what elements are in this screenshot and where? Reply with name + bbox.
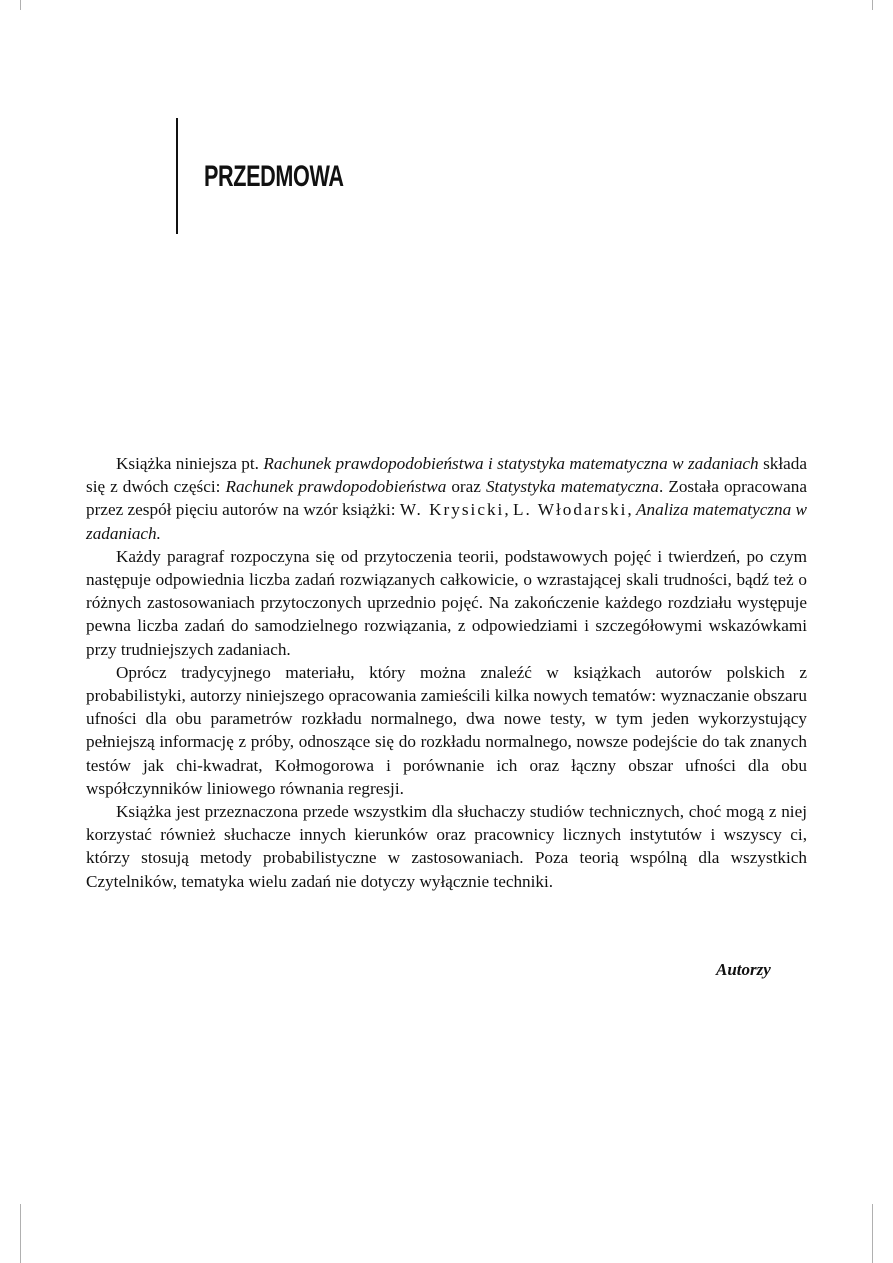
page-title: PRZEDMOWA [204, 160, 344, 193]
part-title-italic: Rachunek prawdopodobieństwa [225, 477, 447, 497]
text-segment: Książka niniejsza pt. [116, 454, 264, 473]
text-segment: , [504, 500, 513, 520]
paragraph-1 [86, 452, 807, 545]
text-segment: Oprócz tradycyjnego materiału, który można znaleźć w książkach autorów polskich z probabilistyki, autorzy niniejszego opracowania zamieścili kilka nowych tematów: wyznaczanie obszaru ufności dla obu parametrów rozkładu normalnego, dwa nowe testy, w tym jeden wykorzystujący pełniejszą informację z próby, odnoszące się do rozkładu normalnego, nowsze podejście do tak znanych testów jak chi-kwadrat, Kołmogorowa i porównanie ich oraz łączny obszar ufności dla obu współczynników liniowego równania regresji. [86, 662, 807, 798]
text-segment: składa się z dwóch części: [86, 454, 807, 497]
crop-mark-bottom-right [872, 1204, 873, 1263]
author-name: W. Krysicki [399, 500, 505, 520]
text-segment: Każdy paragraf rozpoczyna się od przytoczenia teorii, podstawowych pojęć i twierdzeń, po czym następuje odpowiednia liczba zadań rozwiązanych całkowicie, o wzrastającej skali trudności, bądź też o różnych zastosowaniach przytoczonych uprzednio pojęć. Na zakończenie każdego rozdziału występuje pewna liczba zadań do samodzielnego rozwiązania, z odpowiedziami i szczegółowymi wskazówkami przy trudniejszych zadaniach. [86, 546, 807, 659]
part-title-italic: Statystyka matematyczna [485, 477, 659, 497]
text-segment: Książka jest przeznaczona przede wszystkim dla słuchaczy studiów technicznych, choć mogą z niej korzystać również słuchacze innych kierunków oraz pracownicy licznych instytutów i wszyscy ci, którzy stosują metody probabilistyczne w zastosowaniach. Poza teorią wspólną dla wszystkich Czytelników, tematyka wielu zadań nie dotyczy wyłącznie techniki. [86, 802, 807, 891]
crop-mark-top-left [20, 0, 21, 10]
paragraph-3 [86, 661, 807, 800]
text-segment: . Została opracowana przez zespół pięciu autorów na wzór książki: [86, 477, 807, 520]
title-rule [176, 118, 178, 234]
author-name: L. Włodarski [512, 500, 628, 520]
text-segment: , [627, 500, 637, 520]
crop-mark-bottom-left [20, 1204, 21, 1263]
book-title-italic: Rachunek prawdopodobieństwa i statystyka matematyczna w zadaniach [263, 454, 759, 473]
paragraph-2 [86, 545, 807, 661]
crop-mark-top-right [872, 0, 873, 10]
paragraph-4 [86, 800, 807, 893]
reference-title-italic: Analiza matematyczna w zadaniach. [86, 500, 808, 543]
signature: Autorzy [716, 960, 771, 979]
preface-body [86, 452, 807, 893]
text-segment: oraz [446, 477, 486, 497]
